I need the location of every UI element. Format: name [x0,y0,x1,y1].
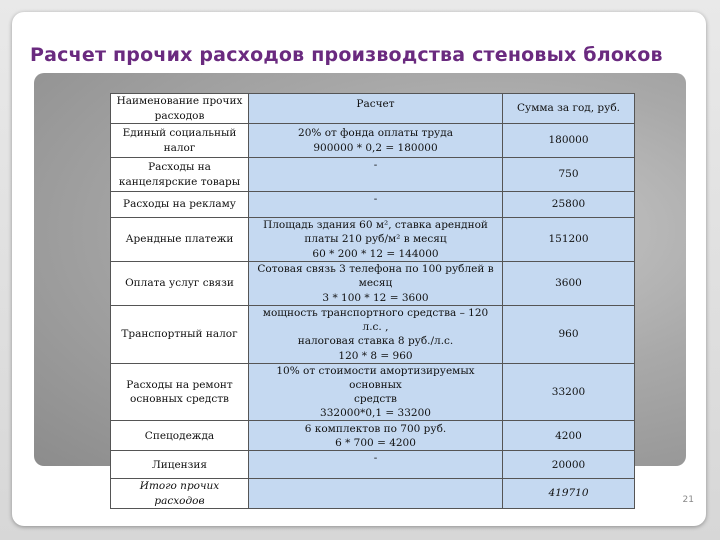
total-value: 419710 [503,479,635,508]
table-row [111,218,635,262]
row-sum: 25800 [503,192,635,218]
row-name: Транспортный налог [111,306,249,364]
table-row [111,421,635,451]
row-calc: - [249,158,503,192]
calc-line: 6 * 700 = 4200 [335,436,416,449]
total-label: Итого прочих расходов [111,479,249,508]
header-calc: Расчет [249,94,503,124]
row-calc [249,124,503,158]
row-calc: - [249,451,503,479]
row-name: Расходы на рекламу [111,192,249,218]
calc-line: мощность транспортного средства – 120 л.с. , [262,307,489,334]
row-name: Спецодежда [111,421,249,451]
row-name: Единый социальный налог [111,124,249,158]
table-row [111,158,635,192]
calc-line: 900000 * 0,2 = 180000 [313,141,438,154]
row-calc [249,262,503,306]
table-row [111,192,635,218]
row-sum: 750 [503,158,635,192]
table-row [111,306,635,364]
row-calc [249,421,503,451]
calc-line: 10% от стоимости амортизируемых основных [276,364,475,391]
row-name: Расходы на канцелярские товары [111,158,249,192]
row-sum: 960 [503,306,635,364]
row-name: Оплата услуг связи [111,262,249,306]
calc-line: платы 210 руб/м² в месяц [304,233,447,246]
header-row [111,94,635,124]
slide-title: Расчет прочих расходов производства стеновых блоков [30,44,663,66]
row-calc [249,363,503,421]
total-row [111,479,635,508]
row-calc [249,218,503,262]
total-calc [249,479,503,508]
calc-line: средств [354,393,397,406]
row-sum: 20000 [503,451,635,479]
calc-line: 60 * 200 * 12 = 144000 [312,247,439,260]
calc-line: 120 * 8 = 960 [338,349,413,362]
row-sum: 3600 [503,262,635,306]
page-number: 21 [682,495,694,505]
calc-line: Площадь здания 60 м², ставка арендной [263,219,488,232]
header-sum: Сумма за год, руб. [503,94,635,124]
calc-line: 6 комплектов по 700 руб. [304,422,447,435]
calc-line: 3 * 100 * 12 = 3600 [322,291,429,304]
calc-line: налоговая ставка 8 руб./л.с. [297,335,454,348]
calc-line: месяц [358,277,393,290]
calc-line: 332000*0,1 = 33200 [320,407,431,420]
row-name: Лицензия [111,451,249,479]
calc-line: Сотовая связь 3 телефона по 100 рублей в [257,263,494,276]
table-row [111,124,635,158]
row-calc [249,306,503,364]
table-row [111,262,635,306]
row-calc: - [249,192,503,218]
calc-line: 20% от фонда оплаты труда [298,127,453,140]
row-sum: 4200 [503,421,635,451]
row-sum: 33200 [503,363,635,421]
row-sum: 180000 [503,124,635,158]
expenses-table [110,93,635,509]
row-name: Расходы на ремонт основных средств [111,363,249,421]
table-row [111,363,635,421]
row-name: Арендные платежи [111,218,249,262]
row-sum: 151200 [503,218,635,262]
header-name: Наименование прочих расходов [111,94,249,124]
table-row [111,451,635,479]
